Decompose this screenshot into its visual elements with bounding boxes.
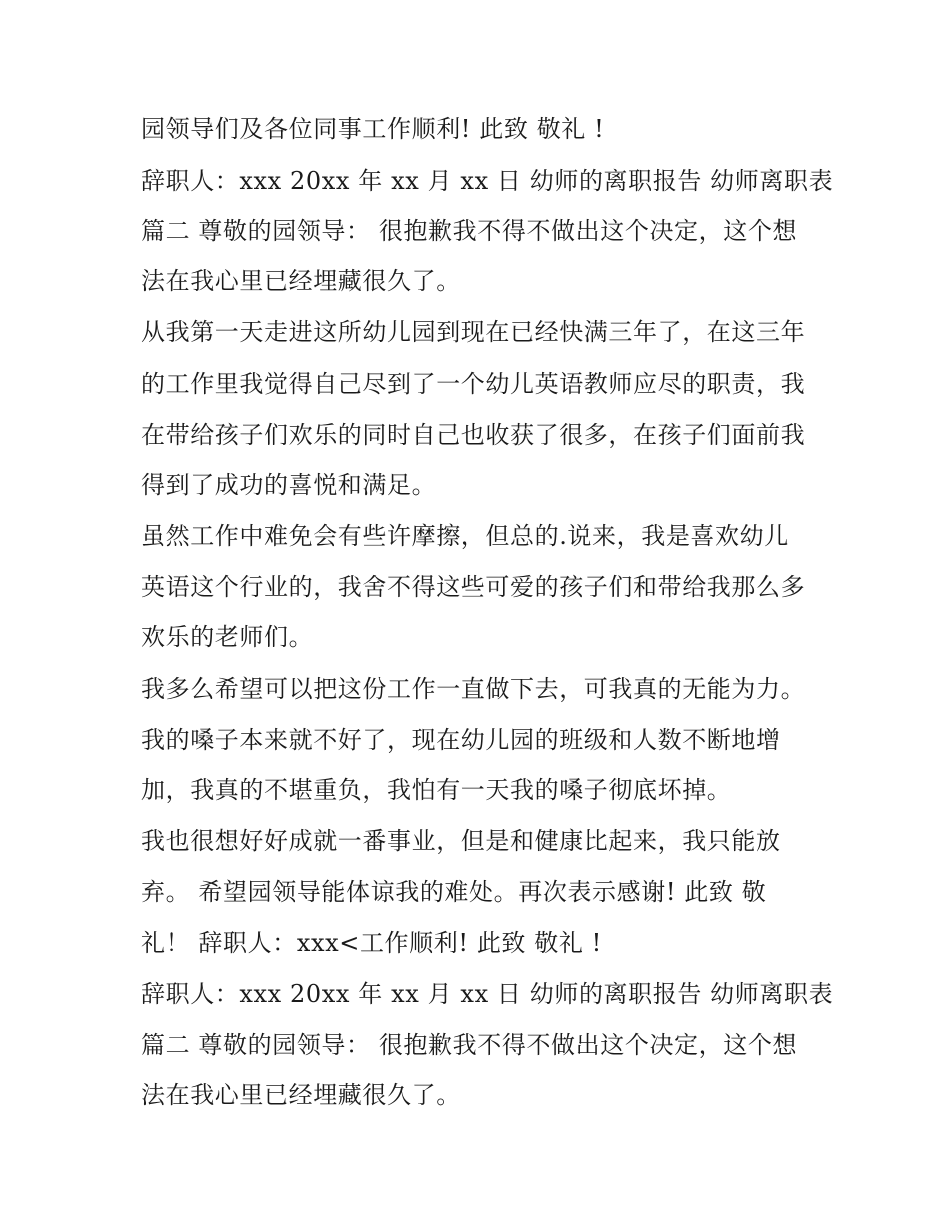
text-line: 辞职人：xxx 20xx 年 xx 月 xx 日 幼师的离职报告 幼师离职表 — [141, 167, 834, 195]
text-line: 礼！ 辞职人：xxx<工作顺利! 此致 敬礼 ! — [141, 929, 602, 957]
text-line: 我也很想好好成就一番事业，但是和健康比起来，我只能放 — [141, 827, 781, 855]
text-line: 弃。 希望园领导能体谅我的难处。再次表示感谢! 此致 敬 — [141, 878, 767, 906]
text-line: 辞职人：xxx 20xx 年 xx 月 xx 日 幼师的离职报告 幼师离职表 — [141, 980, 834, 1008]
text-line: 篇二 尊敬的园领导： 很抱歉我不得不做出这个决定，这个想 — [141, 1031, 798, 1059]
text-line: 英语这个行业的，我舍不得这些可爱的孩子们和带给我那么多 — [141, 573, 806, 601]
text-line: 法在我心里已经埋藏很久了。 — [141, 1081, 461, 1109]
text-line: 我多么希望可以把这份工作一直做下去，可我真的无能为力。 — [141, 675, 806, 703]
text-line: 在带给孩子们欢乐的同时自己也收获了很多，在孩子们面前我 — [141, 421, 806, 449]
text-line: 虽然工作中难免会有些许摩擦，但总的.说来，我是喜欢幼儿 — [141, 522, 789, 550]
text-line: 法在我心里已经埋藏很久了。 — [141, 267, 461, 295]
text-line: 加，我真的不堪重负，我怕有一天我的嗓子彻底坏掉。 — [141, 776, 732, 804]
text-line: 得到了成功的喜悦和满足。 — [141, 471, 437, 499]
text-line: 我的嗓子本来就不好了，现在幼儿园的班级和人数不断地增 — [141, 726, 781, 754]
text-line: 从我第一天走进这所幼儿园到现在已经快满三年了，在这三年 — [141, 318, 806, 346]
text-line: 篇二 尊敬的园领导： 很抱歉我不得不做出这个决定，这个想 — [141, 217, 798, 245]
text-line: 园领导们及各位同事工作顺利! 此致 敬礼 ! — [141, 115, 605, 143]
text-line: 的工作里我觉得自己尽到了一个幼儿英语教师应尽的职责，我 — [141, 370, 806, 398]
text-line: 欢乐的老师们。 — [141, 623, 314, 651]
